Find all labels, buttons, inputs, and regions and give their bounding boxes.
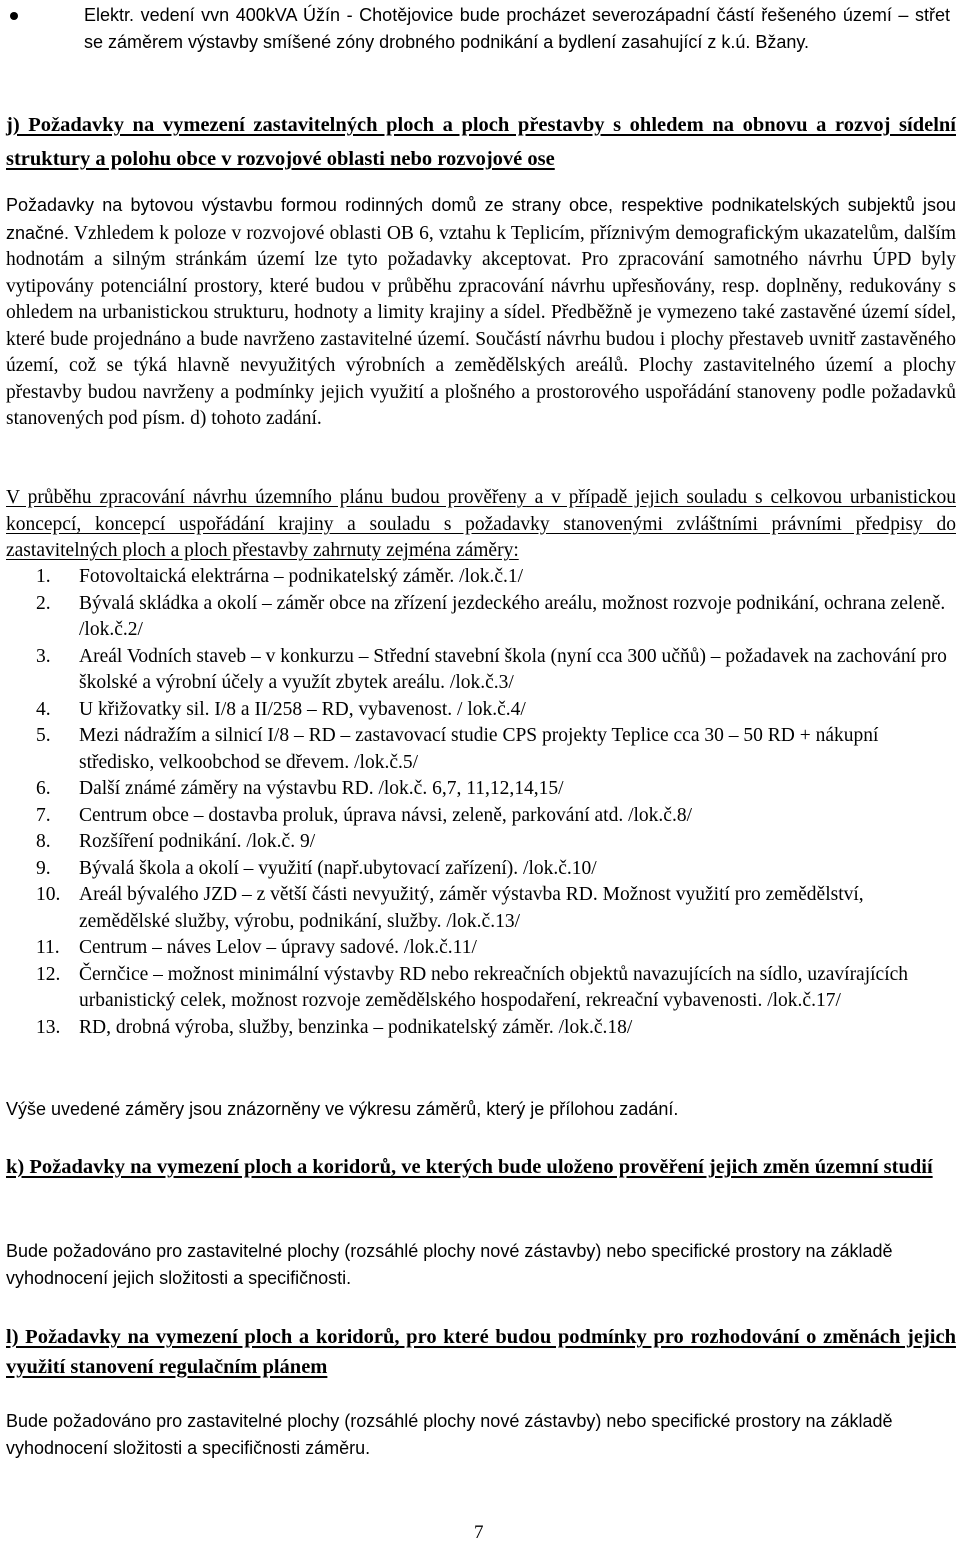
list-item xyxy=(6,564,956,591)
list-item xyxy=(6,829,956,856)
list-item xyxy=(6,644,956,697)
list-item xyxy=(6,856,956,883)
list-item-text: Rozšíření podnikání. /lok.č. 9/ xyxy=(79,831,316,852)
section-j-intro-underlined: V průběhu zpracování návrhu územního plánu budou prověřeny a v případě jejich souladu s celkovou urbanistickou koncepcí, koncepcí uspořádání krajiny a souladu s požadavky stanovenými zvláštními právními předpisy do zastavitelných ploch a ploch přestavby zahrnuty zejména záměry: xyxy=(6,487,956,561)
list-item-text: Další známé záměry na výstavbu RD. /lok.č. 6,7, 11,12,14,15/ xyxy=(79,778,564,799)
bullet-text: Elektr. vedení vvn 400kVA Úžín - Chotějovice bude procházet severozápadní částí řešeného území – střet se záměrem výstavby smíšené zóny drobného podnikání a bydlení zasahující z k.ú. Bžany. xyxy=(84,5,950,52)
list-item-text: Areál Vodních staveb – v konkurzu – Střední stavební škola (nyní cca 300 učňů) – požadavek na zachování pro školské a výrobní účely a využít zbytek areálu. /lok.č.3/ xyxy=(79,645,947,693)
list-item xyxy=(6,935,956,962)
list-item xyxy=(6,882,956,935)
list-item xyxy=(6,723,956,776)
list-item-number: 6. xyxy=(36,778,51,799)
section-j-paragraph-sans: Požadavky na bytovou výstavbu formou rodinných domů ze strany obce, respektive podnikatelských subjektů jsou značné. xyxy=(6,195,956,243)
page-number: 7 xyxy=(474,1522,484,1543)
bullet-paragraph xyxy=(10,2,950,55)
list-item-number: 13. xyxy=(36,1016,61,1038)
list-item-number: 5. xyxy=(36,725,51,746)
list-item xyxy=(6,697,956,724)
section-k-heading: k) Požadavky na vymezení ploch a koridorů, ve kterých bude uloženo prověření jejich změn územní studií xyxy=(6,1156,933,1178)
list-item-number: 8. xyxy=(36,831,51,852)
section-j-closing: Výše uvedené záměry jsou znázorněny ve výkresu záměrů, který je přílohou zadání. xyxy=(6,1099,679,1119)
list-item-text: Černčice – možnost minimální výstavby RD nebo rekreačních objektů navazujících na sídlo, uzavírajících urbanistický celek, možnost rozvoje zemědělského hospodaření, rekreační vybavenosti. /lok.č.17/ xyxy=(79,963,909,1011)
list-item-number: 11. xyxy=(36,937,60,958)
list-item-text: Bývalá skládka a okolí – záměr obce na zřízení jezdeckého areálu, možnost rozvoje podnikání, ochrana zeleně. /lok.č.2/ xyxy=(79,592,946,640)
list-item-text: Bývalá škola a okolí – využití (např.ubytovací zařízení). /lok.č.10/ xyxy=(79,857,597,879)
list-item-number: 12. xyxy=(36,963,61,985)
list-item-text: Centrum – náves Lelov – úpravy sadové. /lok.č.11/ xyxy=(79,937,477,958)
section-j-paragraph xyxy=(6,192,956,433)
section-j-paragraph-serif: Vzhledem k poloze v rozvojové oblasti OB 6, vztahu k Teplicím, příznivým demografickým ukazatelům, dalším hodnotám a silným stránkám území lze tyto požadavky akceptovat. Pro zpracování samotného návrhu ÚPD byly vytipovány potenciální prostory, které budou v průběhu zpracování návrhu upřesňovány, resp. doplněny, redukovány s ohledem na urbanistickou strukturu, hodnoty a limity krajiny a sídel. Předběžně je vymezeno také zastavěné území sídel, které bude projednáno a bude navrženo zastavitelné území. Součástí návrhu budou i plochy přestaveb uvnitř zastavěného území, což se týká hlavně nevyužitých výrobních a zemědělských areálů. Plochy zastavitelného území a plochy přestavby budou navrženy a podmínky jejich využití a plošného a prostorového uspořádání stanoveny podle požadavků stanovených pod písm. d) tohoto zadání. xyxy=(6,222,956,429)
list-item-number: 10. xyxy=(36,884,61,905)
list-item xyxy=(6,803,956,830)
list-item-number: 9. xyxy=(36,857,51,879)
list-item-number: 1. xyxy=(36,566,51,587)
list-item-number: 7. xyxy=(36,804,51,826)
section-l-text: Bude požadováno pro zastavitelné plochy (rozsáhlé plochy nové zástavby) nebo specifické prostory na základě vyhodnocení složitosti a specifičnosti záměru. xyxy=(6,1411,893,1458)
list-item-text: U křižovatky sil. I/8 a II/258 – RD, vybavenost. / lok.č.4/ xyxy=(79,698,526,720)
list-item xyxy=(6,1015,956,1042)
list-item-text: Fotovoltaická elektrárna – podnikatelský záměr. /lok.č.1/ xyxy=(79,566,524,587)
list-item-text: Mezi nádražím a silnicí I/8 – RD – zastavovací studie CPS projekty Teplice cca 30 – 50 RD + nákupní středisko, velkoobchod se dřevem. /lok.č.5/ xyxy=(79,725,879,773)
list-item-number: 3. xyxy=(36,645,51,667)
numbered-list xyxy=(6,564,956,1041)
list-item xyxy=(6,962,956,1015)
list-item-number: 2. xyxy=(36,592,51,614)
list-item xyxy=(6,776,956,803)
list-item-text: Areál bývalého JZD – z větší části nevyužitý, záměr výstavba RD. Možnost využití pro zemědělství, zemědělské služby, výrobu, podnikání, služby. /lok.č.13/ xyxy=(79,884,864,932)
section-l-heading: l) Požadavky na vymezení ploch a koridorů, pro které budou podmínky pro rozhodování o změnách jejich využití stanovení regulačním plánem xyxy=(6,1326,956,1378)
list-item-number: 4. xyxy=(36,698,51,720)
section-k-text: Bude požadováno pro zastavitelné plochy (rozsáhlé plochy nové zástavby) nebo specifické prostory na základě vyhodnocení jejich složitosti a specifičnosti. xyxy=(6,1241,893,1288)
list-item-text: RD, drobná výroba, služby, benzinka – podnikatelský záměr. /lok.č.18/ xyxy=(79,1016,633,1038)
section-j-heading: j) Požadavky na vymezení zastavitelných ploch a ploch přestavby s ohledem na obnovu a rozvoj sídelní struktury a polohu obce v rozvojové oblasti nebo rozvojové ose xyxy=(6,114,956,170)
list-item-text: Centrum obce – dostavba proluk, úprava návsi, zeleně, parkování atd. /lok.č.8/ xyxy=(79,804,692,826)
section-j-list xyxy=(6,564,956,1041)
bullet-dot-icon xyxy=(10,12,18,20)
list-item xyxy=(6,591,956,644)
